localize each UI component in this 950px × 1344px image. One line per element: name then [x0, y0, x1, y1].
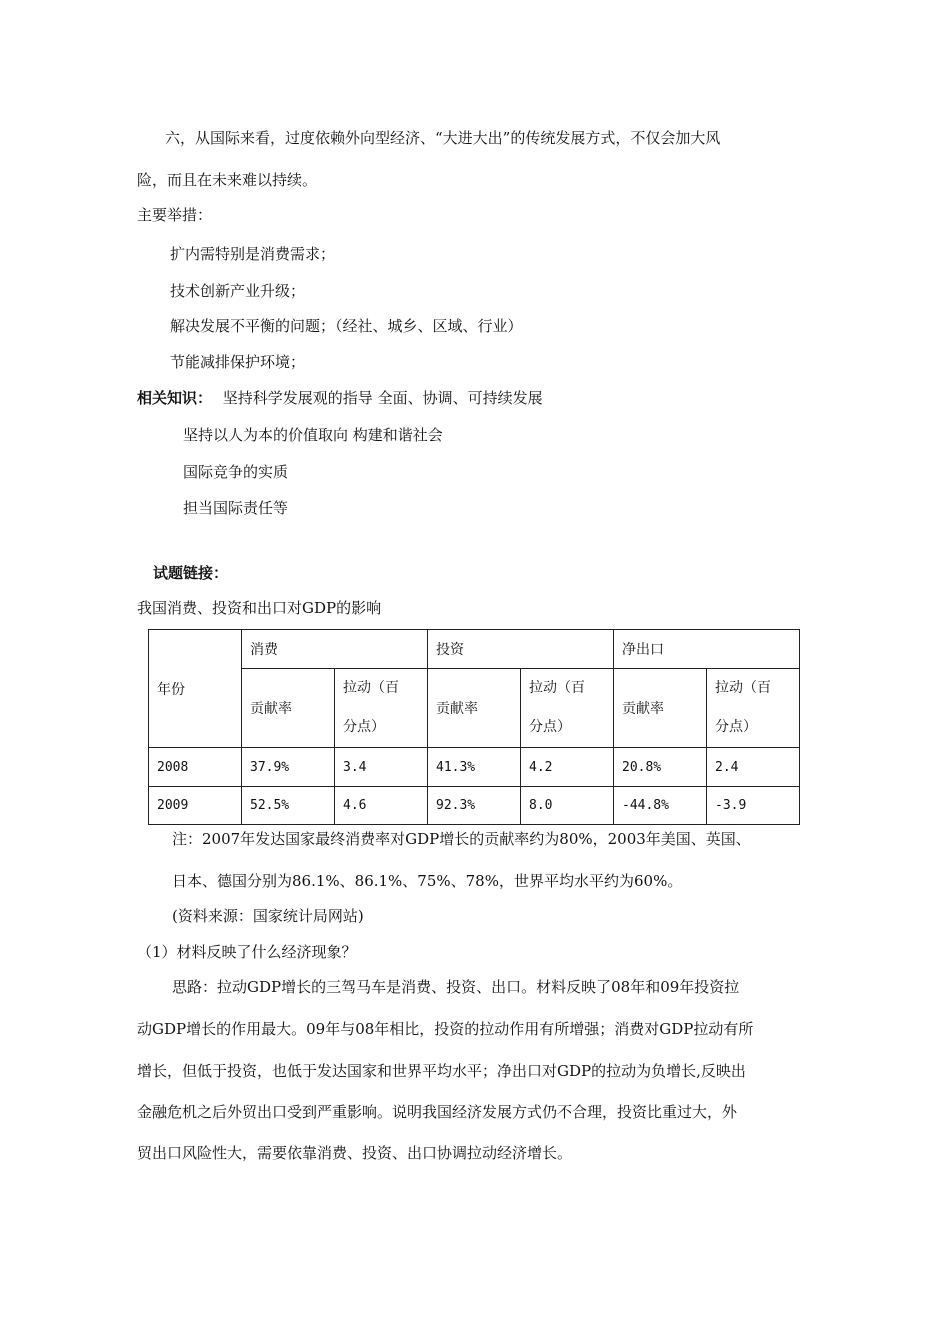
- group-header-net-export: 净出口: [614, 630, 800, 669]
- table-cell: 37.9%: [242, 748, 335, 787]
- measure-item: 技术创新产业升级；: [170, 282, 306, 300]
- related-first: 坚持科学发展观的指导 全面、协调、可持续发展: [222, 389, 543, 407]
- table-cell: 4.2: [521, 748, 614, 787]
- table-row: [149, 787, 800, 825]
- section-six-line-1: 六，从国际来看，过度依赖外向型经济、“大进大出”的传统发展方式，不仅会加大风: [165, 129, 721, 147]
- table-cell: 52.5%: [242, 787, 335, 825]
- sub-header-contribution: 贡献率: [428, 669, 521, 748]
- answer-line: 动GDP增长的作用最大。09年与08年相比，投资的拉动作用有所增强；消费对GDP拉动有所: [137, 1020, 754, 1038]
- year-header: 年份: [149, 630, 242, 748]
- answer-line: 思路：拉动GDP增长的三驾马车是消费、投资、出口。材料反映了08年和09年投资拉: [172, 978, 740, 996]
- sub-header-pull: 拉动（百 分点）: [521, 669, 614, 748]
- measure-item: 解决发展不平衡的问题；（经社、城乡、区域、行业）: [170, 317, 523, 335]
- related-item: 坚持以人为本的价值取向 构建和谐社会: [183, 426, 443, 444]
- sub-header-pull: 拉动（百 分点）: [335, 669, 428, 748]
- related-knowledge: [137, 388, 543, 408]
- answer-line: 增长，但低于投资，也低于发达国家和世界平均水平；净出口对GDP的拉动为负增长,反映出: [137, 1062, 746, 1080]
- year-cell: 2008: [149, 748, 242, 787]
- table-cell: 41.3%: [428, 748, 521, 787]
- group-header-investment: 投资: [428, 630, 614, 669]
- measure-item: 扩内需特别是消费需求；: [170, 245, 336, 263]
- sub-header-pull: 拉动（百 分点）: [707, 669, 800, 748]
- note-line-1: 注：2007年发达国家最终消费率对GDP增长的贡献率约为80%，2003年美国、英国、: [172, 830, 751, 848]
- table-cell: -3.9: [707, 787, 800, 825]
- sub-header-contribution: 贡献率: [614, 669, 707, 748]
- answer-line: 金融危机之后外贸出口受到严重影响。说明我国经济发展方式仍不合理，投资比重过大，外: [137, 1103, 738, 1121]
- table-cell: -44.8%: [614, 787, 707, 825]
- answer-line: 贸出口风险性大，需要依靠消费、投资、出口协调拉动经济增长。: [137, 1144, 573, 1162]
- table-caption: 我国消费、投资和出口对GDP的影响: [137, 599, 382, 617]
- note-line-2: 日本、德国分别为86.1%、86.1%、75%、78%，世界平均水平约为60%。: [172, 872, 683, 890]
- table-cell: 20.8%: [614, 748, 707, 787]
- note-source: (资料来源：国家统计局网站): [172, 907, 364, 925]
- gdp-impact-table: [148, 629, 800, 825]
- table-cell: 3.4: [335, 748, 428, 787]
- sub-header-contribution: 贡献率: [242, 669, 335, 748]
- related-item: 国际竞争的实质: [183, 463, 289, 481]
- year-cell: 2009: [149, 787, 242, 825]
- table-cell: 4.6: [335, 787, 428, 825]
- related-label: 相关知识：: [137, 389, 213, 407]
- related-item: 担当国际责任等: [183, 499, 289, 517]
- table-cell: 2.4: [707, 748, 800, 787]
- measure-item: 节能减排保护环境；: [170, 353, 306, 371]
- table-cell: 8.0: [521, 787, 614, 825]
- measures-heading: 主要举措：: [137, 206, 213, 224]
- section-six-line-2: 险，而且在未来难以持续。: [137, 171, 318, 189]
- group-header-consumption: 消费: [242, 630, 428, 669]
- question: （1）材料反映了什么经济现象？: [137, 943, 357, 961]
- table-cell: 92.3%: [428, 787, 521, 825]
- table-row: [149, 748, 800, 787]
- exam-link-heading: 试题链接：: [153, 564, 229, 582]
